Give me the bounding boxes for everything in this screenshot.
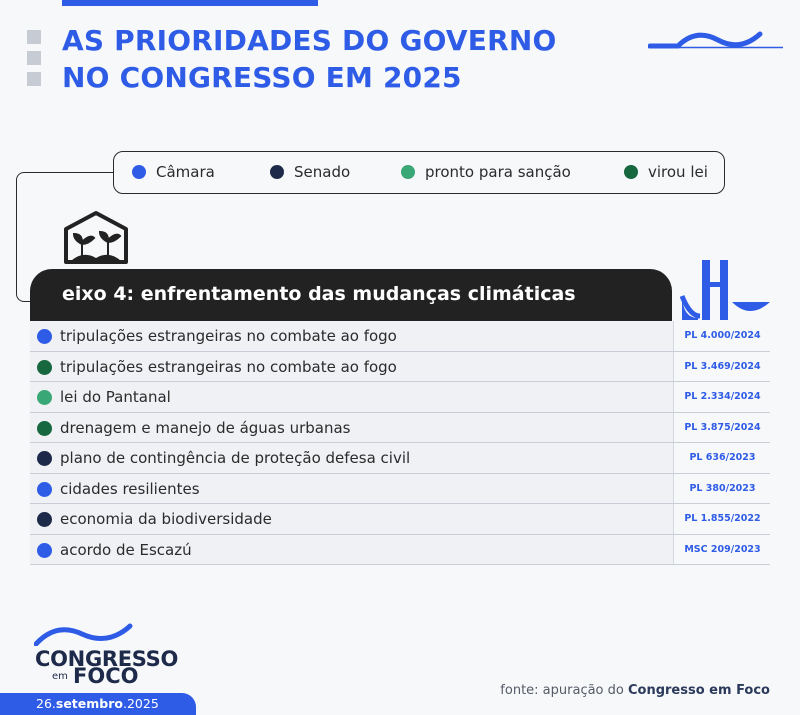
virou-lei-dot-icon: [624, 165, 638, 179]
table-row: [30, 443, 770, 474]
bill-code-cell: [673, 382, 770, 412]
status-dot-icon: [37, 390, 52, 405]
bill-code: PL 1.855/2022: [684, 513, 761, 524]
top-accent-bar: [62, 0, 318, 6]
date-month: setembro: [55, 696, 123, 711]
status-dot-icon: [37, 451, 52, 466]
logo-word-congresso: CONGRESSO: [35, 647, 179, 671]
date-year: .2025: [123, 696, 159, 711]
legend-label: pronto para sanção: [425, 163, 571, 181]
camara-dot-icon: [132, 165, 146, 179]
legend-item-pronto: [401, 163, 571, 181]
title-line-1: AS PRIORIDADES DO GOVERNO: [62, 24, 557, 57]
table-row: [30, 321, 770, 352]
source-note: [500, 683, 770, 698]
bill-label: drenagem e manejo de águas urbanas: [60, 418, 351, 437]
bill-code: MSC 209/2023: [684, 543, 761, 555]
status-dot-icon: [37, 482, 52, 497]
bill-code: PL 2.334/2024: [684, 391, 761, 402]
legend-label: Senado: [294, 163, 351, 181]
plants-hexagon-icon: [60, 210, 132, 272]
logo-word-em: em: [52, 671, 68, 682]
legend-item-virou-lei: [624, 163, 708, 181]
bill-label: tripulações estrangeiras no combate ao fogo: [60, 357, 397, 376]
bill-label: cidades resilientes: [60, 479, 200, 498]
table-row: [30, 474, 770, 505]
bill-label: acordo de Escazú: [60, 540, 192, 559]
bill-code-cell: [673, 474, 770, 504]
page-title: [62, 22, 556, 96]
source-prefix: fonte: apuração do: [500, 683, 628, 698]
table-row: [30, 413, 770, 444]
bills-table: [30, 321, 770, 565]
bill-code: PL 4.000/2024: [684, 330, 761, 341]
decorative-squares: [27, 30, 41, 93]
congress-building-icon: [680, 258, 772, 320]
wave-logo-icon: [648, 22, 783, 52]
status-dot-icon: [37, 543, 52, 558]
legend-label: Câmara: [156, 163, 215, 181]
source-name: Congresso em Foco: [627, 683, 770, 698]
bill-label: lei do Pantanal: [60, 388, 171, 406]
date-day: 26.: [36, 696, 56, 711]
senado-dot-icon: [270, 165, 284, 179]
bill-code-cell: [673, 321, 770, 351]
bill-code: PL 636/2023: [689, 452, 756, 463]
title-line-2: NO CONGRESSO EM 2025: [62, 61, 462, 94]
legend: [113, 151, 725, 194]
status-dot-icon: [37, 329, 52, 344]
logo-wave-icon: [34, 622, 159, 646]
bill-code-cell: [673, 535, 770, 565]
status-dot-icon: [37, 512, 52, 527]
bill-code-cell: [673, 443, 770, 473]
table-row: [30, 382, 770, 413]
bill-code: PL 3.875/2024: [684, 421, 761, 433]
legend-item-senado: [270, 163, 350, 181]
publication-date: [36, 696, 159, 711]
bill-code-cell: [673, 352, 770, 382]
section-title: eixo 4: enfrentamento das mudanças climáticas: [62, 283, 576, 305]
bill-code: PL 3.469/2024: [684, 360, 761, 372]
bill-label: plano de contingência de proteção defesa civil: [60, 449, 411, 467]
pronto-dot-icon: [401, 165, 415, 179]
bill-code-cell: [673, 504, 770, 534]
status-dot-icon: [37, 360, 52, 375]
table-row: [30, 504, 770, 535]
logo-word-foco: FOCO: [73, 664, 139, 688]
bill-code: PL 380/2023: [689, 482, 756, 494]
table-row: [30, 535, 770, 566]
status-dot-icon: [37, 421, 52, 436]
bill-label: economia da biodiversidade: [60, 510, 272, 528]
legend-label: virou lei: [648, 163, 708, 181]
table-row: [30, 352, 770, 383]
bill-label: tripulações estrangeiras no combate ao fogo: [60, 327, 397, 345]
bill-code-cell: [673, 413, 770, 443]
legend-item-camara: [132, 163, 215, 181]
